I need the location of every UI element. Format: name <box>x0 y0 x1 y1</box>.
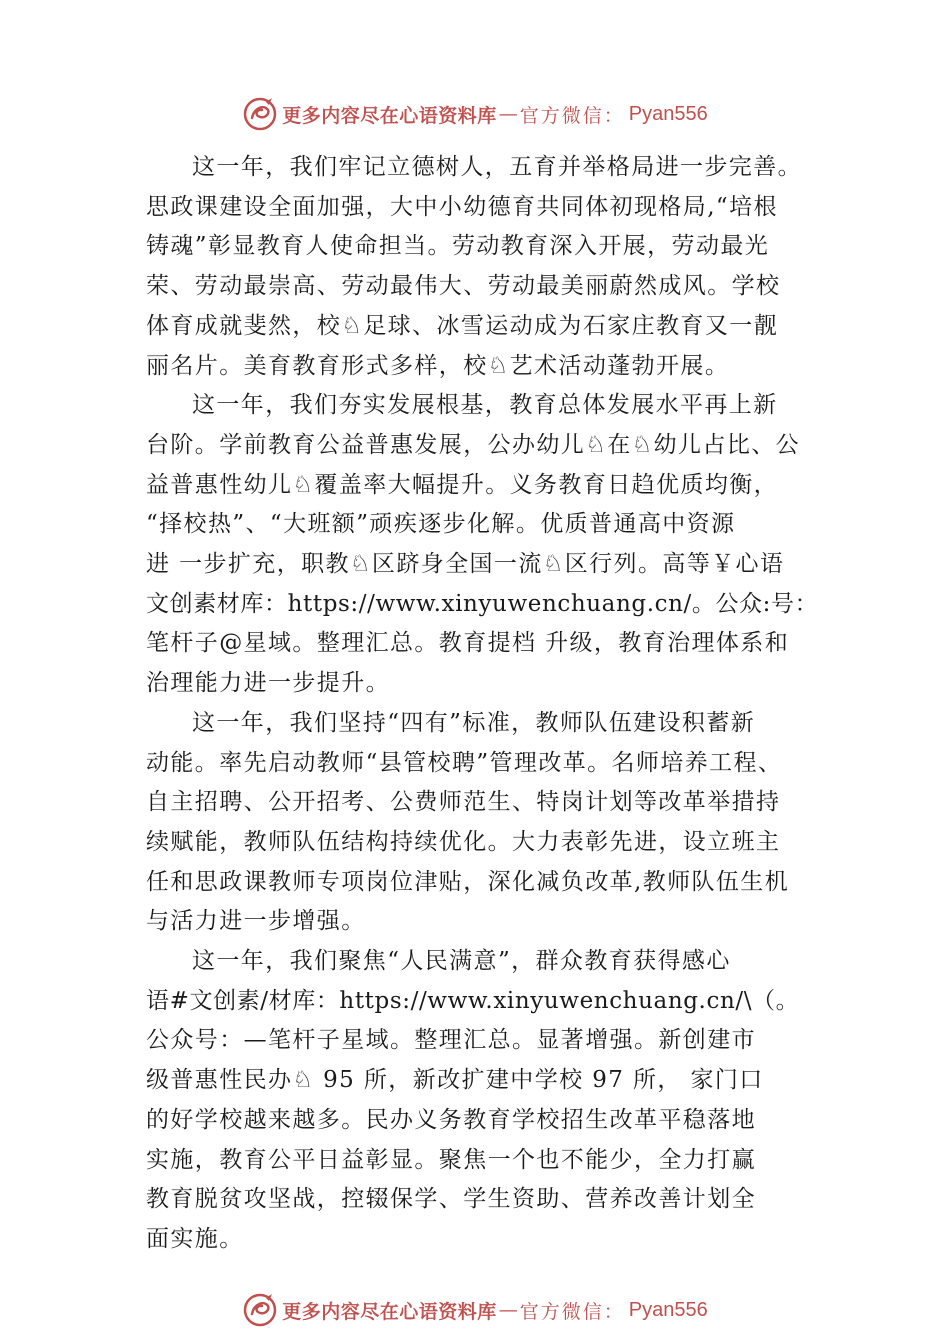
text-line: 这一年，我们聚焦“人民满意”，群众教育获得感心 <box>192 948 731 975</box>
text-line: 治理能力进一步提升。 <box>146 670 390 697</box>
text-line: 公众号：—笔杆子星域。整理汇总。显著增强。新创建市 <box>146 1027 756 1054</box>
header-banner-dash: — <box>498 103 518 125</box>
text-line: 体育成就斐然，校♘足球、冰雪运动成为石家庄教育又一靓 <box>146 312 779 339</box>
text-line: 文创素材库：https://www.xinyuwenchuang.cn/。公众:号： <box>146 590 819 617</box>
footer-banner <box>0 1290 950 1330</box>
text-line: 这一年，我们夯实发展根基，教育总体发展水平再上新 <box>192 392 778 419</box>
document-body <box>146 148 819 1260</box>
text-line: 与活力进一步增强。 <box>146 908 366 935</box>
text-line: 级普惠性民办♘ 95 所，新改扩建中学校 97 所， 家门口 <box>146 1067 764 1094</box>
paragraph-2 <box>146 386 819 704</box>
footer-banner-text: 更多内容尽在心语资料库 <box>282 1300 497 1323</box>
text-line: 益普惠性幼儿♘覆盖率大幅提升。义务教育日趋优质均衡， <box>146 471 779 498</box>
swirl-logo-icon <box>242 1292 278 1328</box>
text-line: 台阶。学前教育公益普惠发展，公办幼儿♘在♘幼儿占比、公 <box>146 431 801 458</box>
header-banner-text: 更多内容尽在心语资料库 <box>282 104 497 127</box>
text-line: 语#文创素/材库：https://www.xinyuwenchuang.cn/\（。 <box>146 987 800 1014</box>
text-line: “择校热”、“大班额”顽疾逐步化解。优质普通高中资源 <box>146 511 736 538</box>
text-line: 任和思政课教师专项岗位津贴，深化减负改革,教师队伍生机 <box>146 868 790 895</box>
text-line: 面实施。 <box>146 1225 244 1252</box>
text-line: 进 一步扩充，职教♘区跻身全国一流♘区行列。高等￥心语 <box>146 551 785 578</box>
text-line: 教育脱贫攻坚战，控辍保学、学生资助、营养改善计划全 <box>146 1186 756 1213</box>
footer-wechat-label: 官方微信： <box>519 1300 625 1323</box>
paragraph-4 <box>146 942 808 1260</box>
text-line: 实施，教育公平日益彰显。聚焦一个也不能少，全力打赢 <box>146 1146 756 1173</box>
text-line: 续赋能，教师队伍结构持续优化。大力表彰先进，设立班主 <box>146 828 781 855</box>
footer-banner-dash: — <box>498 1299 518 1321</box>
text-line: 动能。率先启动教师“县管校聘”管理改革。名师培养工程、 <box>146 749 783 776</box>
footer-wechat-id: Pyan556 <box>628 1298 708 1321</box>
header-wechat-label: 官方微信： <box>519 104 625 127</box>
paragraph-1 <box>146 148 808 386</box>
header-banner <box>0 94 950 134</box>
text-line: 这一年，我们牢记立德树人，五育并举格局进一步完善。 <box>192 154 802 180</box>
text-line: 笔杆子@星域。整理汇总。教育提档 升级，教育治理体系和 <box>146 630 790 657</box>
text-line: 自主招聘、公开招考、公费师范生、特岗计划等改革举措持 <box>146 789 781 816</box>
paragraph-3 <box>146 704 808 942</box>
text-line: 这一年，我们坚持“四有”标准，教师队伍建设积蓄新 <box>192 709 756 736</box>
text-line: 思政课建设全面加强，大中小幼德育共同体初现格局,“培根 <box>146 193 778 220</box>
text-line: 荣、劳动最崇高、劳动最伟大、劳动最美丽蔚然成风。学校 <box>146 273 781 300</box>
text-line: 铸魂”彰显教育人使命担当。劳动教育深入开展，劳动最光 <box>146 233 770 260</box>
text-line: 丽名片。美育教育形式多样，校♘艺术活动蓬勃开展。 <box>146 352 730 379</box>
swirl-logo-icon <box>242 96 278 132</box>
header-wechat-id: Pyan556 <box>628 102 708 125</box>
text-line: 的好学校越来越多。民办义务教育学校招生改革平稳落地 <box>146 1106 756 1133</box>
